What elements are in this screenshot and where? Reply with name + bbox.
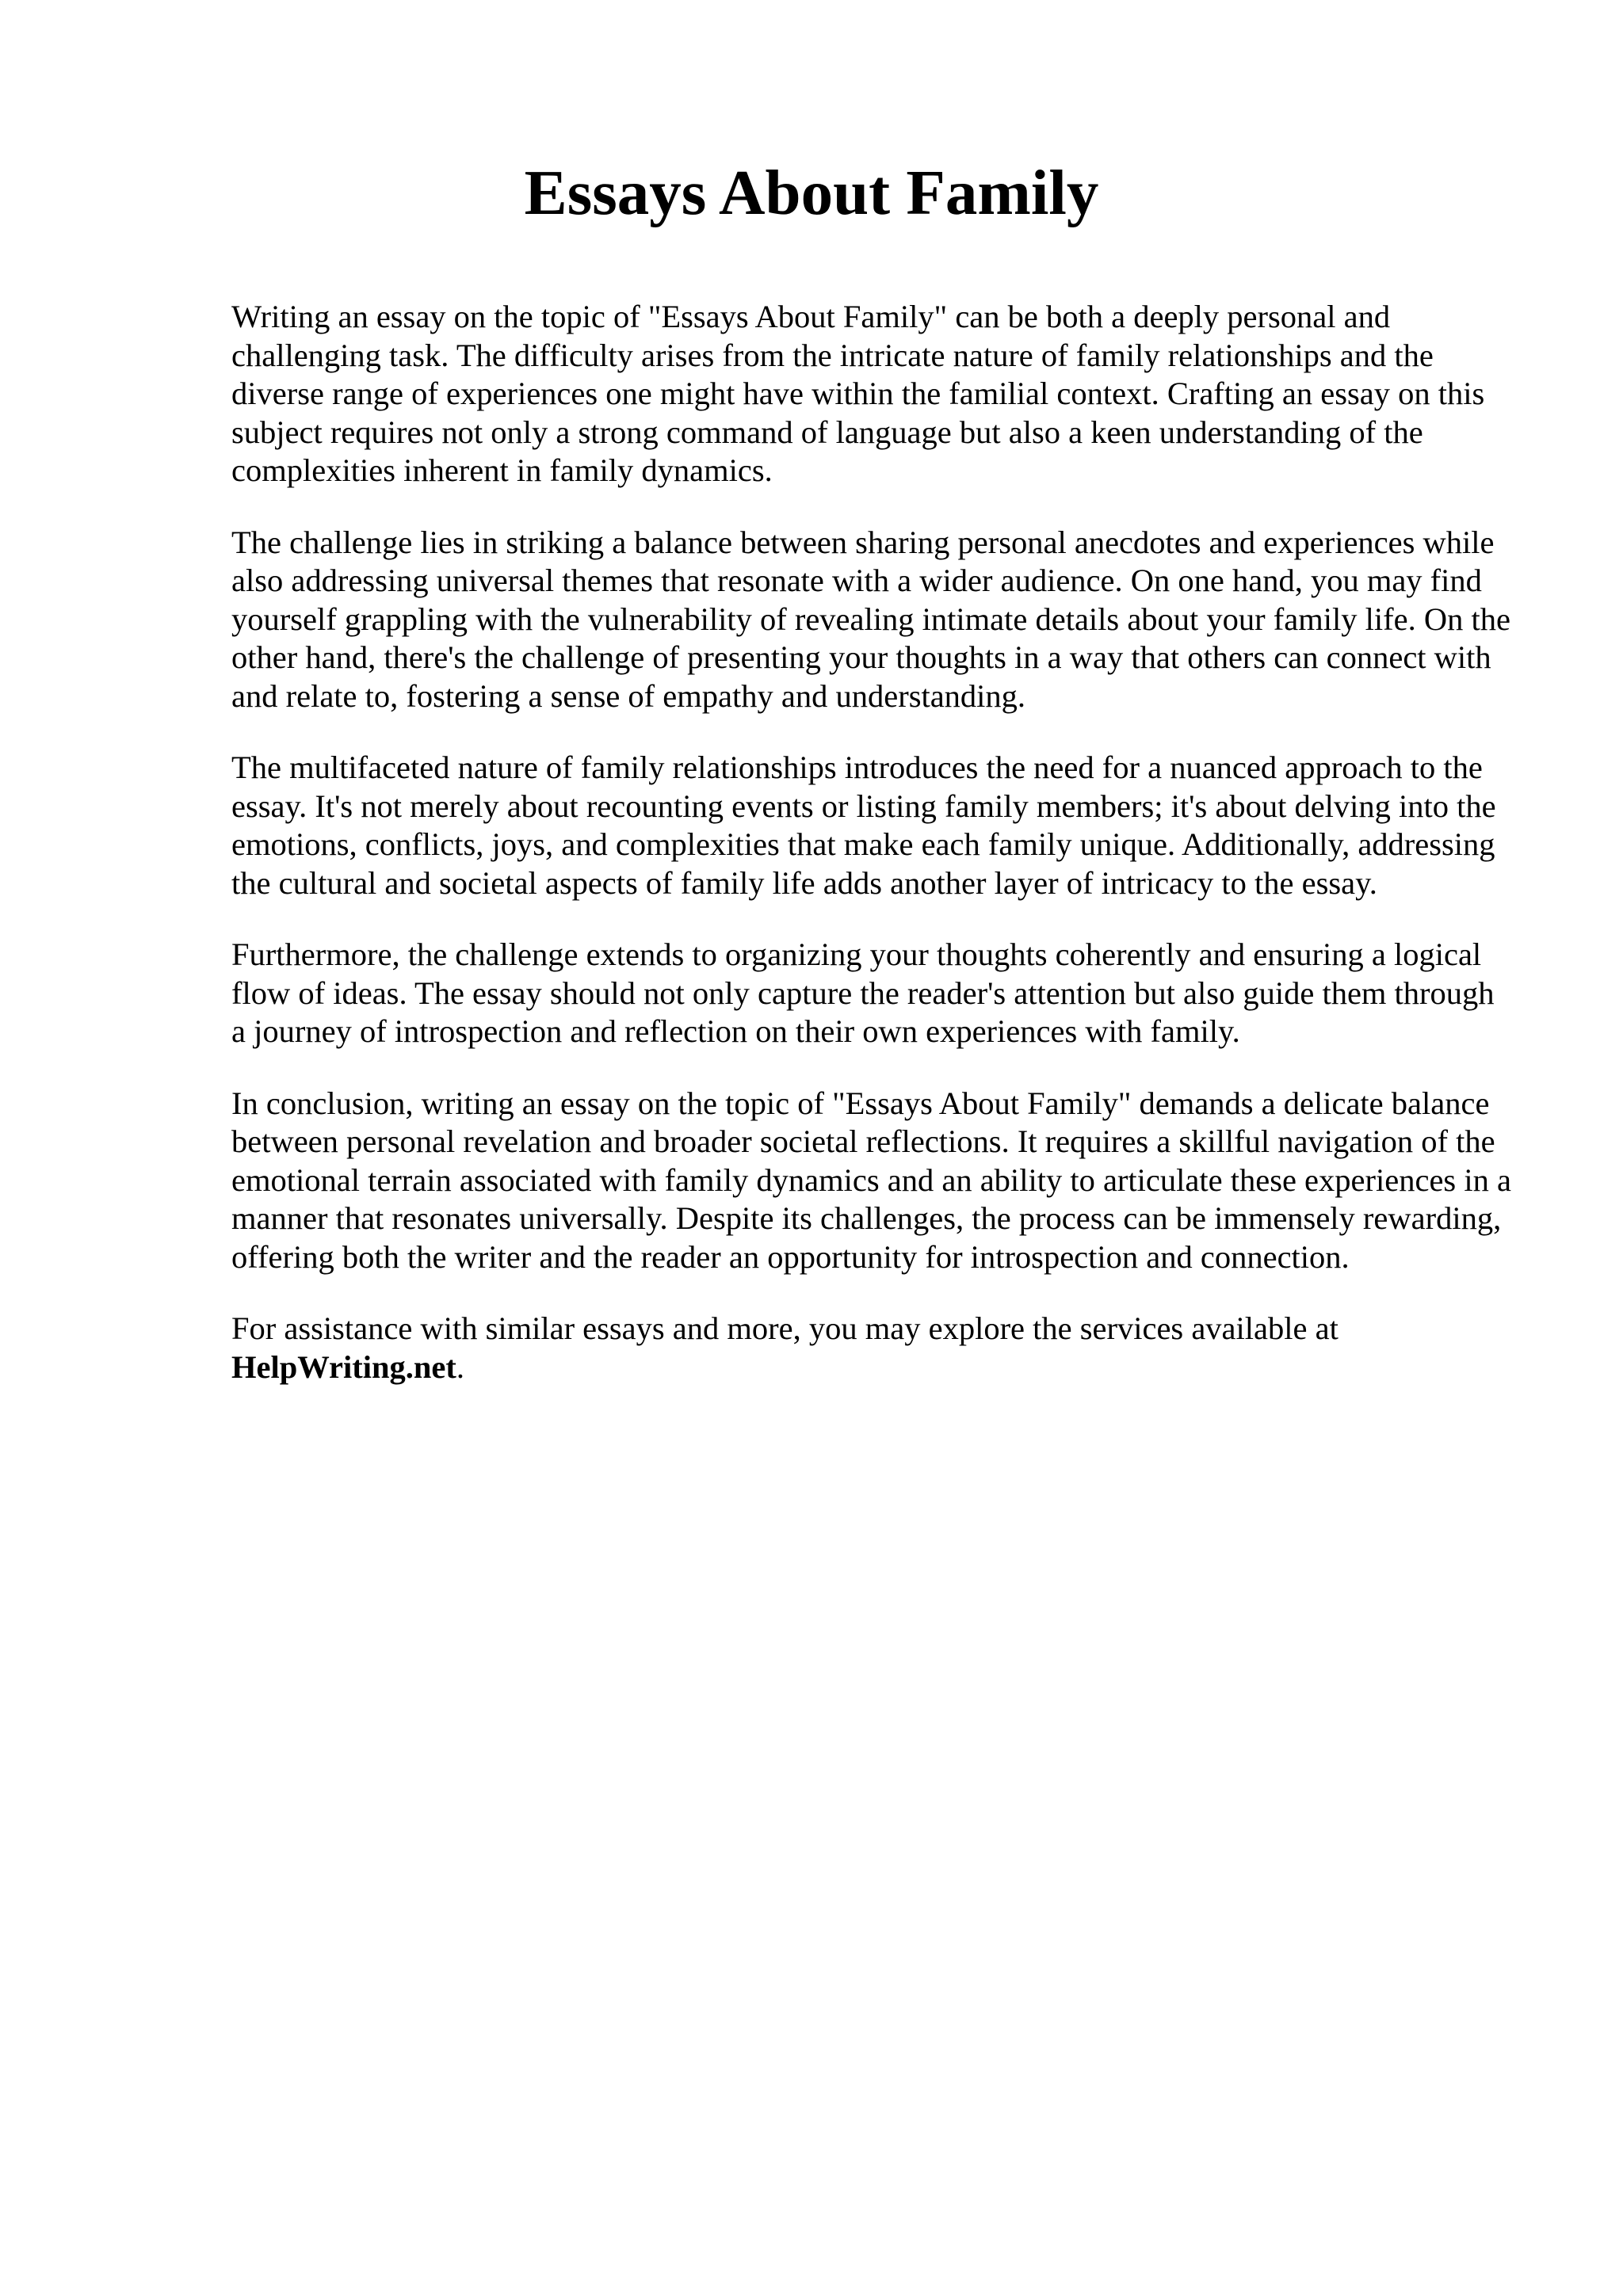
paragraph-furthermore: Furthermore, the challenge extends to organizing your thoughts coherently and ensuring a logical flow of ideas. The essay should not only capture the reader's attention but also guide them through a journey of introspection and reflection on their own experiences with family. [231, 936, 1495, 1049]
paragraph-challenge: The challenge lies in striking a balance between sharing personal anecdotes and experiences while also addressing universal themes that resonate with a wider audience. On one hand, you may find yourself grappling with the vulnerability of revealing intimate details about your family life. On the other hand, there's the challenge of presenting your thoughts in a way that others can connect with and relate to, fostering a sense of empathy and understanding. [231, 524, 1510, 714]
document-title: Essays About Family [524, 157, 1099, 228]
paragraph-conclusion: In conclusion, writing an essay on the topic of "Essays About Family" demands a delicate balance between personal revelation and broader societal reflections. It requires a skillful navigation of the emotional terrain associated with family dynamics and an ability to articulate these experiences in a manner that resonates universally. Despite its challenges, the process can be immensely rewarding, offering both the writer and the reader an opportunity for introspection and connection. [231, 1085, 1511, 1275]
closing-text: For assistance with similar essays and more, you may explore the services available at [231, 1310, 1338, 1346]
paragraph-multifaceted: The multifaceted nature of family relationships introduces the need for a nuanced approach to the essay. It's not merely about recounting events or listing family members; it's about delving into the emotions, conflicts, joys, and complexities that make each family unique. Additionally, addressing the cultural and societal aspects of family life adds another layer of intricacy to the essay. [231, 749, 1496, 901]
document-body [231, 298, 1515, 1420]
closing-period: . [456, 1348, 465, 1385]
paragraph-intro: Writing an essay on the topic of "Essays About Family" can be both a deeply personal and challenging task. The difficulty arises from the intricate nature of family relationships and the diverse range of experiences one might have within the familial context. Crafting an essay on this subject requires not only a strong command of language but also a keen understanding of the complexities inherent in family dynamics. [231, 299, 1485, 488]
paragraph-closing [231, 1310, 1515, 1386]
site-name: HelpWriting.net [231, 1348, 456, 1385]
